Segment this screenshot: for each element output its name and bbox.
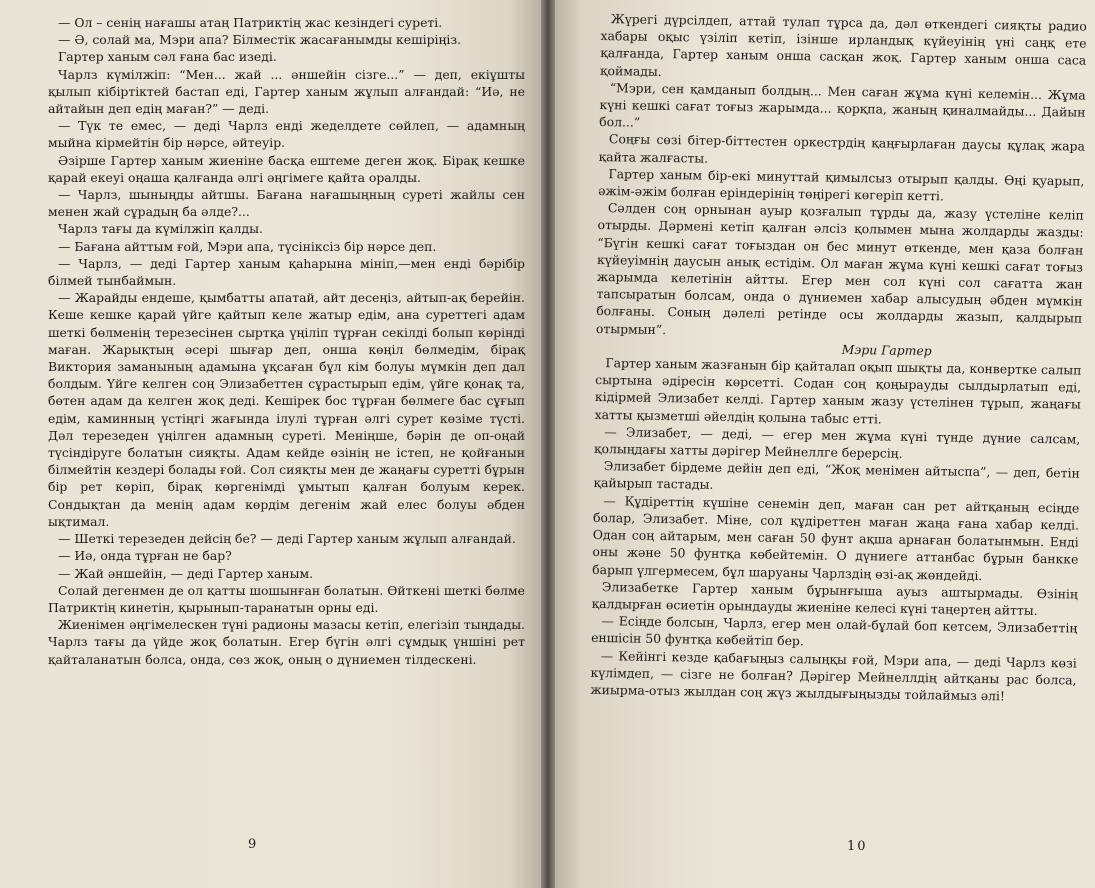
paragraph: Соңғы сөзі бітер-біттестен оркестрдің қаңғырлаған даусы құлақ жара қайта жалғасты. xyxy=(598,131,1086,166)
paragraph: Гартер ханым сәл ғана бас изеді. xyxy=(58,49,277,65)
paragraph: Сәлден соң орнынан ауыр қозғалып тұрды да, жазу үстеліне келіп отырды. Дәрмені кетіп қалған әлсіз қолымен мына жолдарды жазды: “Бүгін кешкі сағат тоғыздан он бес минут өткенде, мен қаза болған күйеуімнің даусын анық естідім. Ол маған жұма күні кешкі сағат тоғыз жарымда келетінін айтты. Егер мен сол күні сол сағатта жан тапсыратын болсам, онда о дүниемен хабар алысудың әбден мүмкін болғаны. Соның дәлелі ретінде осы жолдарды жазып, қалдырып отырмын”. xyxy=(595,200,1084,337)
signature: Мэри Гартер xyxy=(841,341,932,359)
paragraph: — Жарайды ендеше, қымбатты апатай, айт десеңіз, айтып-ақ берейін. Кеше кешке қарай үйге қайтып келе жатыр едім, ана суреттегі адам шеткі бөлменің терезесінен сыртқа үңіліп тұрған секілді болып көрінді маған. Жарықтың әсері шығар деп, онша көңіл бөлмедім, бірақ Виктория заманының адамына ұқсаған бұл кім болуы мүмкін деп дал болдым. Үйге келген соң Элизабеттен сұрастырып едім, үйге қонақ та, бөтен адам да келген жоқ деді. Кешірек бос тұрған бөлмеге бас сұғып едім, каминның үстіңгі жағында ілулі тұрған әлгі сурет көзіме түсті. Дәл терезеден үңілген адамның суреті. Меніңше, бәрін де оп-оңай түсіндіруге болатын сияқты. Адам кейде өзінің не істеп, не қойғанын білмейтін кездері болады ғой. Сол сияқты мен де жаңағы суретті бұрын бір рет көріп, бірақ көргенімді ұмытып қалған болуым керек. Сондықтан да менің адам көрдім дегенім жай елес болуы әбден ықтимал. xyxy=(48,290,525,529)
book-gutter xyxy=(541,0,555,888)
left-page xyxy=(0,0,541,888)
page-number: 10 xyxy=(847,839,868,854)
paragraph: Солай дегенмен де ол қатты шошынған болатын. Өйткені шеткі бөлме Патриктің кинетін, қырынып-таранатын орны еді. xyxy=(48,582,525,615)
paragraph: — Ә, солай ма, Мэри апа? Білместік жасағанымды кешіріңіз. xyxy=(58,32,462,48)
paragraph: — Чарлз, — деді Гартер ханым қаһарына мініп,—мен енді бәрібір білмей тынбаймын. xyxy=(48,255,525,289)
paragraph: — Бағана айттым ғой, Мэри апа, түсініксіз бір нәрсе деп. xyxy=(58,238,437,254)
paragraph: — Жай әншейін, — деді Гартер ханым. xyxy=(58,565,314,581)
paragraph: Әзірше Гартер ханым жиеніне басқа ештеме деген жоқ. Бірақ кешке қарай екеуі оңаша қалғанда әлгі әңгімеге қайта оралды. xyxy=(48,152,525,185)
paragraph: Элизабет бірдеме дейін деп еді, “Жоқ менімен айтыспа”, — деп, бетін қайырып тастады. xyxy=(593,458,1080,493)
paragraph: — Құдіреттің күшіне сенемін деп, маған сан рет айтқаның есіңде болар, Элизабет. Міне, сол құдіреттен маған жаңа ғана хабар келді. Одан соң айтарым, мен саған 50 фунт ақша арнаған болатынмын. Енді оны және 50 фунтқа көбейтемін. О дүниеге аттанбас бұрын банкке барып үлгермесем, бұл шаруаны Чарлздің өзі-ақ жөндейді. xyxy=(592,492,1080,583)
paragraph: Чарлз тағы да күмілжіп қалды. xyxy=(58,221,263,237)
page-number: 9 xyxy=(248,837,259,852)
left-page-text xyxy=(48,14,525,668)
paragraph: — Есіңде болсын, Чарлз, егер мен олай-бұлай боп кетсем, Элизабеттің еншісін 50 фунтқа көбейтіп бер. xyxy=(591,613,1078,649)
paragraph: — Түк те емес, — деді Чарлз енді жеделдете сөйлеп, — адамның мыйна кірмейтін бір нәрсе, әйтеуір. xyxy=(48,118,525,151)
paragraph: — Элизабет, — деді, — егер мен жұма күні түнде дүние салсам, қолыңдағы хатты дәрігер Мейнеллге берерсің. xyxy=(593,423,1081,461)
paragraph: Элизабетке Гартер ханым бұрынғыша ауыз аштырмады. Өзінің қалдырған өсиетін орындауды жиеніне келесі күні таңертең айтты. xyxy=(591,578,1079,618)
paragraph: — Шеткі терезеден дейсің бе? — деді Гартер ханым жұлып алғандай. xyxy=(58,531,516,547)
right-page xyxy=(555,0,1095,888)
paragraph: — Иә, онда тұрған не бар? xyxy=(58,548,232,564)
paragraph: Гартер ханым жазғанын бір қайталап оқып шықты да, конвертке салып сыртына әдіресін көрсетті. Содан соң қоңырауды сылдырлатып еді, кідірмей Элизабет келді. Гартер ханым жазу үстелінен тұрып, жаңағы хатты қызметші әйелдің қолына табыс етті. xyxy=(594,355,1082,427)
paragraph: Жиенімен әңгімелескен түні радионы мазасы кетіп, елегізіп тыңдады. Чарлз тағы да үйде жоқ болатын. Егер бүгін әлгі сұмдық үншіні рет қайталанатын болса, онда, сөз жоқ, оның о дүниемен тілдескені. xyxy=(48,617,525,667)
paragraph: “Мэри, сен қамданып болдың... Мен саған жұма күні келемін... Жұма күні кешкі сағат тоғыз жарымда... қорқпа, жаның қиналмайды... Дайын бол...” xyxy=(599,79,1086,130)
paragraph: Чарлз күмілжіп: “Мен... жай ... әншейін сізге...” — деп, екіұшты қылып кібіртіктей бастап еді, Гартер ханым жұлып алғандай: “Иә, не айтайын деп едің маған?” — деді. xyxy=(48,66,525,117)
right-page-text xyxy=(590,10,1087,706)
paragraph: — Ол – сенің нағашы атаң Патриктің жас кезіндегі суреті. xyxy=(58,15,443,30)
paragraph: — Чарлз, шыныңды айтшы. Бағана нағашыңның суреті жайлы сен менен жай сұрадың ба әлде?... xyxy=(48,187,525,220)
paragraph: Жүрегі дүрсілдеп, аттай тулап тұрса да, дәл өткендегі сияқты радио хабары оқыс үзіліп кетіп, ізінше ирландық күйеуінің үні саңқ ете қалғанда, Гартер ханым онша сасқан жоқ. Гартер ханым онша саса қоймады. xyxy=(599,11,1087,79)
paragraph: Гартер ханым бір-екі минуттай қимылсыз отырып қалды. Өңі қуарып, әжім-әжім болған еріндерінің төңірегі көгеріп кетті. xyxy=(598,165,1085,204)
paragraph: — Кейінгі кезде қабағыңыз салыңқы ғой, Мэри апа, — деді Чарлз көзі күлімдеп, — сізге не болған? Дәрігер Мейнеллдің айтқаны рас болса, жиырма-отыз жылдан соң жүз жылдығыңызды тойлаймыз әлі! xyxy=(590,647,1077,704)
